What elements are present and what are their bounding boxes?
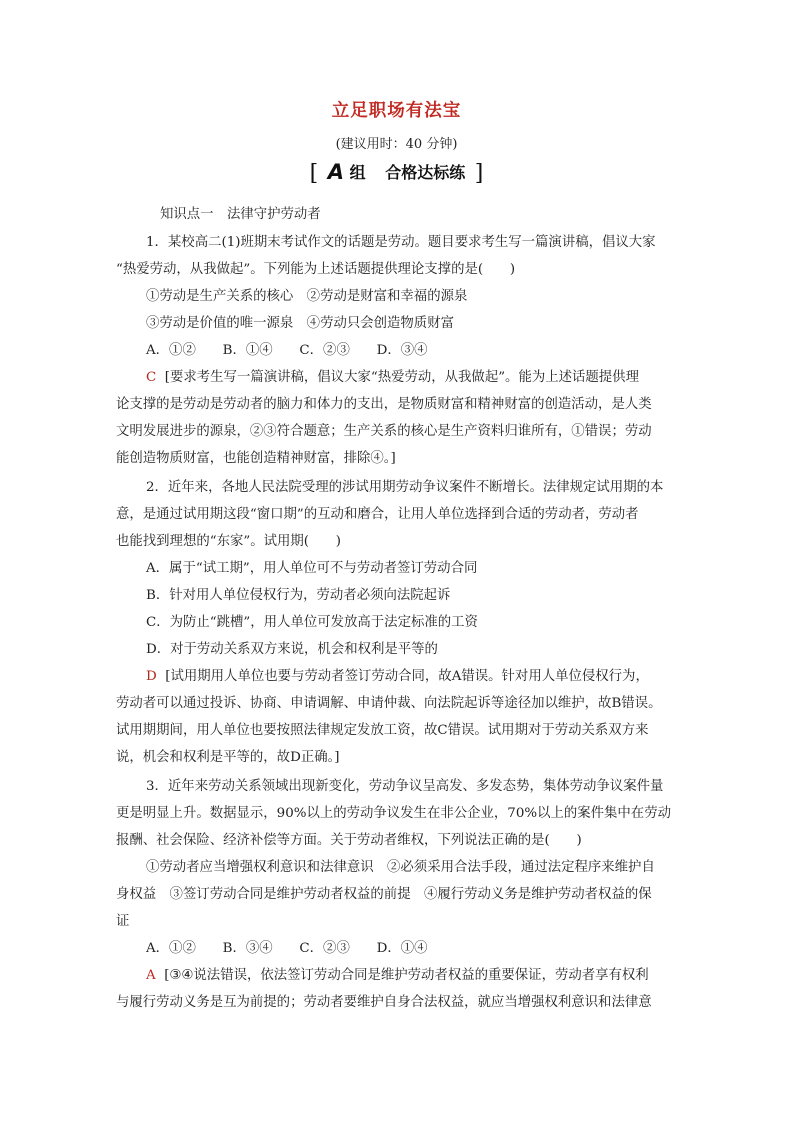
q3-statements-line-3: 证	[116, 914, 130, 929]
q3-explanation-line-2: 与履行劳动义务是互为前提的；劳动者要维护自身合法权益，就应当增强权利意识和法律意	[116, 995, 652, 1010]
q1-answer-letter: C	[146, 370, 157, 385]
q2-option-a: A．属于“试工期”，用人单位可不与劳动者签订劳动合同	[146, 561, 478, 576]
q2-explanation-text: [试用期用人单位也要与劳动者签订劳动合同，故A错误。针对用人单位侵权行为，	[165, 669, 649, 684]
knowledge-point-heading: 知识点一 法律守护劳动者	[160, 207, 321, 222]
q2-stem-line-1: 2．近年来，各地人民法院受理的涉试用期劳动争议案件不断增长。法律规定试用期的本	[146, 480, 664, 495]
q3-options: A．①② B．③④ C．②③ D．①④	[146, 941, 428, 956]
q3-stem-line-2: 更是明显上升。数据显示，90%以上的劳动争议发生在非公企业，70%以上的案件集中在劳动	[116, 806, 671, 821]
q3-statements-line-1: ①劳动者应当增强权利意识和法律意识 ②必须采用合法手段，通过法定程序来维护自	[146, 860, 655, 875]
q1-explanation-line-4: 能创造物质财富，也能创造精神财富，排除④。]	[116, 451, 396, 466]
q3-answer-letter: A	[146, 968, 156, 983]
q1-statements-line-1: ①劳动是生产关系的核心 ②劳动是财富和幸福的源泉	[146, 289, 468, 304]
q2-option-c: C．为防止“跳槽”，用人单位可发放高于法定标准的工资	[146, 615, 478, 630]
q2-explanation-line-3: 试用期期间，用人单位也要按照法律规定发放工资，故C错误。试用期对于劳动关系双方来	[116, 723, 649, 738]
bracket-close: ]	[474, 161, 484, 186]
q3-answer-line-1	[146, 964, 649, 983]
q2-answer-letter: D	[146, 669, 157, 684]
q3-explanation-text: [③④说法错误，依法签订劳动合同是维护劳动者权益的重要保证，劳动者享有权利	[164, 968, 649, 983]
section-group: 组	[349, 163, 366, 182]
q2-explanation-line-4: 说，机会和权利是平等的，故D正确。]	[116, 750, 340, 765]
q3-stem-line-1: 3．近年来劳动关系领域出现新变化，劳动争议呈高发、多发态势，集体劳动争议案件量	[146, 779, 664, 794]
bracket-open: [	[309, 161, 319, 186]
suggested-time: (建议用时：40 分钟)	[335, 137, 458, 152]
q3-statements-line-2: 身权益 ③签订劳动合同是维护劳动者权益的前提 ④履行劳动义务是维护劳动者权益的保	[116, 887, 652, 902]
q1-explanation-line-2: 论支撑的是劳动是劳动者的脑力和体力的支出，是物质财富和精神财富的创造活动，是人类	[116, 397, 652, 412]
section-letter: A	[327, 160, 345, 184]
q1-statements-line-2: ③劳动是价值的唯一源泉 ④劳动只会创造物质财富	[146, 316, 454, 331]
q1-options: A．①② B．①④ C．②③ D．③④	[146, 343, 428, 358]
q2-option-b: B．针对用人单位侵权行为，劳动者必须向法院起诉	[146, 588, 451, 603]
q1-explanation-line-3: 文明发展进步的源泉，②③符合题意；生产关系的核心是生产资料归谁所有，①错误；劳动	[116, 424, 652, 439]
q2-stem-line-2: 意，是通过试用期这段“窗口期”的互动和磨合，让用人单位选择到合适的劳动者，劳动者	[116, 507, 639, 522]
q2-answer-line-1	[146, 665, 649, 684]
q2-explanation-line-2: 劳动者可以通过投诉、协商、申请调解、申请仲裁、向法院起诉等途径加以维护，故B错误。	[116, 696, 662, 711]
section-name: 合格达标练	[385, 163, 466, 182]
section-heading	[0, 160, 793, 186]
q3-stem-line-3: 报酬、社会保险、经济补偿等方面。关于劳动者维权，下列说法正确的是( )	[116, 833, 582, 848]
q2-option-d: D．对于劳动关系双方来说，机会和权利是平等的	[146, 642, 438, 657]
q1-stem-line-2: “热爱劳动，从我做起”。下列能为上述话题提供理论支撑的是( )	[116, 262, 516, 277]
q2-stem-line-3: 也能找到理想的“东家”。试用期( )	[116, 534, 341, 549]
q1-stem-line-1: 1．某校高二(1)班期末考试作文的话题是劳动。题目要求考生写一篇演讲稿，倡议大家	[146, 235, 656, 250]
page-title: 立足职场有法宝	[331, 101, 462, 121]
q1-answer-line-1	[146, 366, 639, 385]
q1-explanation-text: [要求考生写一篇演讲稿，倡议大家“热爱劳动，从我做起”。能为上述话题提供理	[164, 370, 639, 385]
